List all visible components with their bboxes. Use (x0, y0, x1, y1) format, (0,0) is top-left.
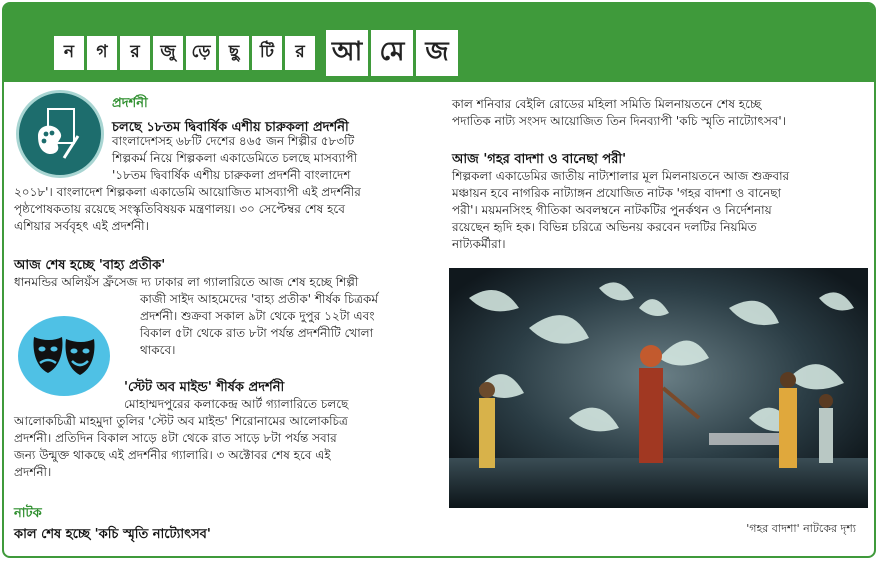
title-letter-large: জ (416, 30, 458, 76)
article-line: মোহাম্মদপুরের কলাকেন্দ্র আর্ট গ্যালারিতে চলছে (124, 397, 349, 411)
title-letter: র (285, 36, 315, 70)
title-letter: ন (54, 36, 84, 70)
section-label-drama: নাটক (14, 506, 42, 521)
title-letter: গ (87, 36, 117, 70)
title-letter: ছু (219, 36, 249, 70)
article-title: চলছে ১৮তম দ্বিবার্ষিক এশীয় চারুকলা প্রদর্শনী (112, 120, 349, 135)
article-title: আজ শেষ হচ্ছে 'বাহ্য প্রতীক' (14, 258, 166, 273)
article-line: থাকবে। (140, 343, 176, 357)
article-line: কাল শনিবার বেইলি রোডের মহিলা সমিতি মিলনায়তনে শেষ হচ্ছে (452, 97, 762, 111)
article-line: ২০১৮'। বাংলাদেশ শিল্পকলা একাডেমি আয়োজিত মাসব্যাপী এই প্রদর্শনীর (14, 185, 361, 199)
article-line: প্রদর্শনী। প্রতিদিন বিকাল সাড়ে ৪টা থেকে রাত সাড়ে ৮টা পর্যন্ত সবার (14, 431, 337, 445)
article-line: পদাতিক নাট্য সংসদ আয়োজিত তিন দিনব্যাপী 'কচি স্মৃতি নাট্যোৎসব'। (452, 114, 787, 128)
title-letter: টি (252, 36, 282, 70)
stage-photo (449, 268, 868, 508)
article-line: শিল্পকলা একাডেমির জাতীয় নাট্যশালার মূল মিলনায়তনে আজ শুক্রবার (452, 169, 790, 183)
photo-caption: 'গহর বাদশা' নাটকের দৃশ্য (746, 522, 856, 535)
article-title: কাল শেষ হচ্ছে 'কচি স্মৃতি নাট্যোৎসব' (14, 527, 211, 542)
article-line: বিকাল ৫টা থেকে রাত ৮টা পর্যন্ত প্রদর্শনীটি খোলা (140, 326, 374, 340)
article-line: প্রদর্শনী। শুক্রবা সকাল ৯টা থেকে দুপুর ১২টা এবং (140, 309, 375, 323)
header-banner (4, 4, 874, 82)
section-label-exhibition: প্রদর্শনী (112, 96, 148, 111)
article-line: আলোকচিত্রী মাহমুদা তুলির 'স্টেট অব মাইন্ড' শিরোনামের আলোকচিত্র (14, 414, 348, 428)
title-letter: ড়ে (186, 36, 216, 70)
title-tiles (54, 30, 461, 76)
article-line: মঞ্চায়ন হবে নাগরিক নাট্যাঙ্গন প্রযোজিত নাটক 'গহর বাদশা ও বানেছা (452, 186, 781, 200)
article-line: এশিয়ার সর্ববৃহৎ এই প্রদর্শনী। (14, 219, 149, 233)
title-letter-large: মে (371, 30, 413, 76)
article-line: নাট্যকর্মীরা। (452, 237, 506, 251)
article-line: '১৮তম দ্বিবার্ষিক এশীয় চারুকলা প্রদর্শনী বাংলাদেশ (112, 168, 351, 182)
article-line: পৃষ্ঠপোষকতায় রয়েছে সংস্কৃতিবিষয়ক মন্ত্রণালয়। ৩০ সেপ্টেম্বর শেষ হবে (14, 202, 345, 216)
article-line: ধানমন্ডির অলিয়ঁস ফ্রঁসেজ দ্য ঢাকার লা গ্যালারিতে আজ শেষ হচ্ছে শিল্পী (14, 275, 359, 289)
article-line: বাংলাদেশসহ ৬৮টি দেশের ৪৬৫ জন শিল্পীর ৫৮৩টি (112, 134, 355, 148)
article-line: শিল্পকর্ম নিয়ে শিল্পকলা একাডেমিতে চলছে মাসব্যাপী (112, 151, 358, 165)
article-line: প্রদর্শনী। (14, 465, 52, 479)
title-letter-large: আ (326, 30, 368, 76)
article-line: কাজী সাইদ আহমেদের 'বাহ্য প্রতীক' শীর্ষক চিত্রকর্ম (140, 292, 379, 306)
title-letter: র (120, 36, 150, 70)
article-title: আজ 'গহর বাদশা ও বানেছা পরী' (452, 152, 627, 167)
article-title: 'স্টেট অব মাইন্ড' শীর্ষক প্রদর্শনী (124, 380, 285, 395)
article-line: পরী'। ময়মনসিংহ গীতিকা অবলম্বনে নাটকটির পুনর্কথন ও নির্দেশনায় (452, 203, 772, 217)
palette-icon (16, 90, 104, 178)
title-letter: জু (153, 36, 183, 70)
theatre-masks-icon (18, 316, 110, 396)
article-line: রয়েছেন হৃদি হক। বিভিন্ন চরিত্রে অভিনয় করবেন দলটির নিয়মিত (452, 220, 757, 234)
article-line: জন্য উন্মুক্ত থাকছে এই প্রদর্শনীর গ্যালারি। ৩ অক্টোবর শেষ হবে এই (14, 448, 331, 462)
